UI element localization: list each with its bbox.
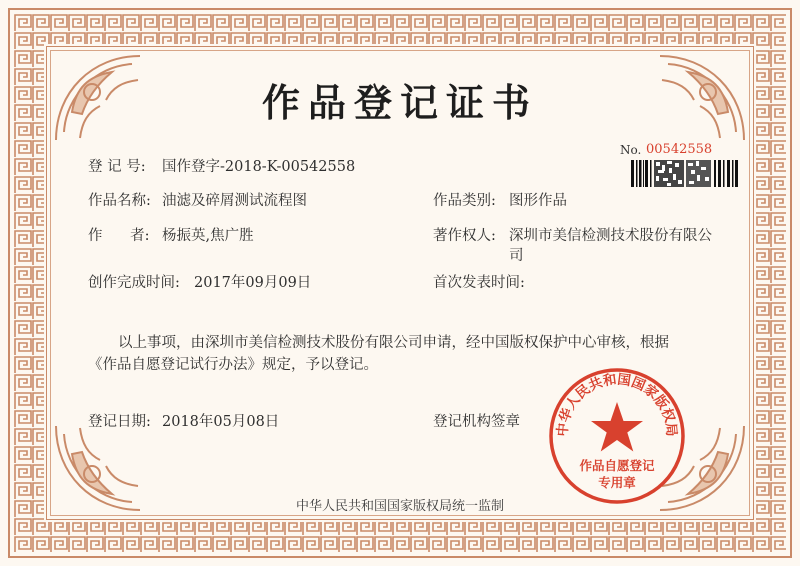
no-label: No. (620, 143, 642, 157)
body-text-line2: 《作品自愿登记试行办法》规定，予以登记。 (88, 357, 378, 373)
completion-date-value: 2017年09月09日 (194, 275, 312, 291)
work-name-label: 作品名称: (88, 193, 151, 209)
work-name-value: 油滤及碎屑测试流程图 (162, 193, 307, 209)
body-text-line1: 以上事项，由深圳市美信检测技术股份有限公司申请，经中国版权保护中心审核，根据 (118, 335, 669, 351)
certificate-number: 00542558 (646, 142, 713, 157)
certificate-title: 作品登记证书 (261, 81, 538, 125)
work-type-value: 图形作品 (509, 193, 567, 209)
seal-arc-text: 中华人民共和国国家版权局 (554, 371, 680, 438)
reg-date-value: 2018年05月08日 (162, 414, 280, 430)
reg-date-label: 登记日期: (88, 414, 151, 430)
author-value: 杨振英,焦广胜 (162, 228, 254, 244)
official-seal (547, 366, 687, 506)
seal-line2: 专用章 (598, 475, 636, 490)
author-label: 作 者: (88, 228, 150, 244)
completion-date-label: 创作完成时间: (88, 275, 180, 291)
star-icon (591, 402, 643, 452)
owner-label: 著作权人: (433, 228, 496, 244)
owner-value-line1: 深圳市美信检测技术股份有限公 (509, 228, 712, 244)
seal-line1: 作品自愿登记 (579, 458, 655, 473)
seal-label: 登记机构签章 (433, 414, 520, 430)
publish-date-label: 首次发表时间: (433, 275, 525, 291)
work-type-label: 作品类别: (433, 193, 496, 209)
reg-number-label: 登 记 号: (88, 159, 146, 175)
owner-value-line2: 司 (509, 248, 524, 264)
footer-issuer: 中华人民共和国国家版权局统一监制 (295, 499, 504, 514)
reg-number-value: 国作登字-2018-K-00542558 (162, 159, 356, 175)
barcode-icon (631, 160, 739, 187)
